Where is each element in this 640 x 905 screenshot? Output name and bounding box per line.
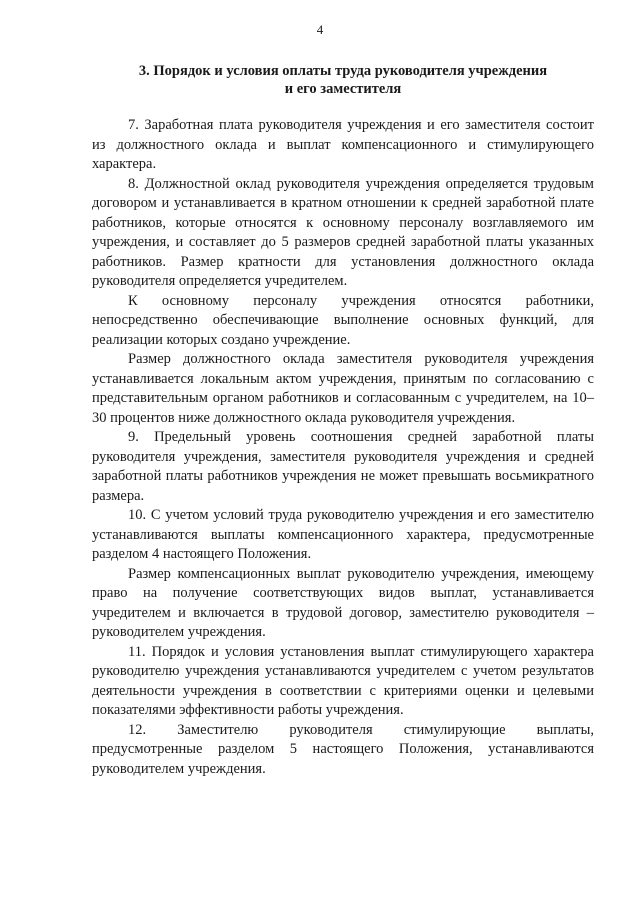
paragraph-9: 9. Предельный уровень соотношения средней заработной платы руководителя учреждения, заместителя руководителя учреждения и средней заработной платы работников учреждения не может превышать восьмикратного размера.: [92, 429, 594, 504]
paragraph-10: 10. С учетом условий труда руководителю учреждения и его заместителю устанавливаются выплаты компенсационного характера, предусмотренные разделом 4 настоящего Положения.: [92, 507, 594, 562]
paragraph-10-compensation-size: Размер компенсационных выплат руководителю учреждения, имеющему право на получение соответствующих видов выплат, устанавливается учредителем и включается в трудовой договор, заместителю руководителя – руководителем учреждения.: [92, 565, 594, 640]
paragraph-8: 8. Должностной оклад руководителя учреждения определяется трудовым договором и устанавливается в кратном отношении к средней заработной плате работников, которые относятся к основному персоналу возглавляемого им учреждения, и составляет до 5 размеров средней заработной платы указанных работников. Размер кратности для установления должностного оклада руководителя определяется учредителем.: [92, 175, 594, 289]
section-heading-line-1: 3. Порядок и условия оплаты труда руководителя учреждения: [138, 63, 548, 79]
paragraph-8-deputy-salary: Размер должностного оклада заместителя руководителя учреждения устанавливается локальным актом учреждения, принятым по согласованию с представительным органом работников и согласованным с учредителем, на 10–30 процентов ниже должностного оклада руководителя учреждения.: [92, 351, 594, 426]
section-heading-line-2: и его заместителя: [284, 81, 402, 97]
section-heading: [92, 62, 594, 98]
paragraph-7: 7. Заработная плата руководителя учреждения и его заместителя состоит из должностного оклада и выплат компенсационного и стимулирующего характера.: [92, 117, 594, 172]
paragraph-11: 11. Порядок и условия установления выплат стимулирующего характера руководителю учреждения устанавливаются учредителем с учетом результатов деятельности учреждения в соответствии с критериями оценки и целевыми показателями эффективности работы учреждения.: [92, 643, 594, 718]
document-body: [92, 116, 594, 779]
paragraph-12: 12. Заместителю руководителя стимулирующие выплаты, предусмотренные разделом 5 настоящего Положения, устанавливаются руководителем учреждения.: [92, 721, 594, 777]
page-number: 4: [316, 22, 324, 37]
paragraph-8-main-staff: К основному персоналу учреждения относятся работники, непосредственно обеспечивающие выполнение основных функций, для реализации которых создано учреждение.: [92, 292, 594, 348]
